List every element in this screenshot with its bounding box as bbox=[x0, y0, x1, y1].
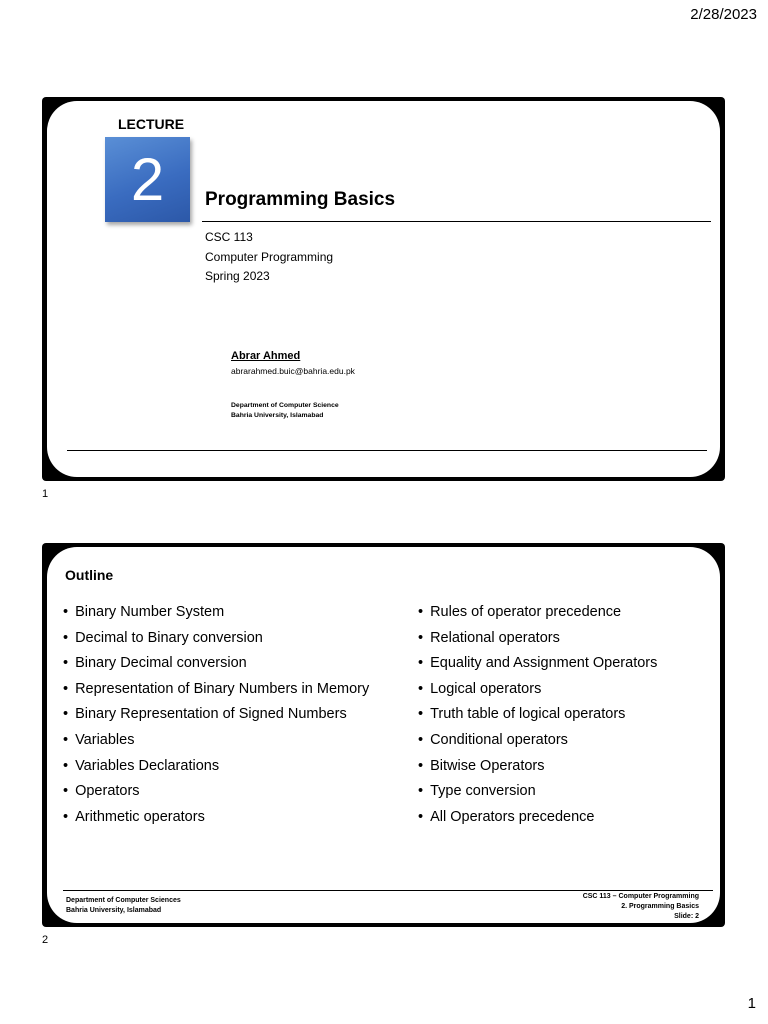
department-name: Department of Computer Science bbox=[231, 402, 339, 409]
lecture-number-badge: 2 bbox=[105, 137, 190, 222]
list-item: • Logical operators bbox=[418, 677, 657, 703]
print-date: 2/28/2023 bbox=[690, 6, 757, 23]
slide-1 bbox=[42, 97, 725, 481]
slide-title: Outline bbox=[65, 567, 114, 583]
list-item: • Representation of Binary Numbers in Memory bbox=[63, 677, 369, 703]
list-item: • Binary Representation of Signed Numbers bbox=[63, 702, 369, 728]
list-item: • Equality and Assignment Operators bbox=[418, 651, 657, 677]
list-item: • Arithmetic operators bbox=[63, 805, 369, 831]
list-item: • Rules of operator precedence bbox=[418, 600, 657, 626]
slide-number-label: 2 bbox=[42, 934, 49, 946]
footer-course-info bbox=[583, 892, 699, 922]
title-divider bbox=[202, 221, 711, 222]
list-item: • Type conversion bbox=[418, 779, 657, 805]
list-item: • Variables bbox=[63, 728, 369, 754]
list-item: • Conditional operators bbox=[418, 728, 657, 754]
slide-title: Programming Basics bbox=[205, 189, 396, 210]
slide-2-content bbox=[47, 547, 720, 923]
course-name: Computer Programming bbox=[205, 249, 334, 264]
footer-department bbox=[66, 896, 181, 916]
university-name: Bahria University, Islamabad bbox=[231, 412, 324, 419]
course-code: CSC 113 bbox=[205, 230, 253, 244]
outline-list-right bbox=[418, 600, 657, 830]
department-info bbox=[231, 401, 339, 421]
list-item: • Relational operators bbox=[418, 626, 657, 652]
footer-slide-number: Slide: 2 bbox=[674, 913, 699, 920]
author-email: abrarahmed.buic@bahria.edu.pk bbox=[231, 366, 355, 376]
footer-university-name: Bahria University, Islamabad bbox=[66, 907, 162, 914]
footer-department-name: Department of Computer Sciences bbox=[66, 897, 181, 904]
outline-list-left bbox=[63, 600, 369, 830]
list-item: • Truth table of logical operators bbox=[418, 702, 657, 728]
list-item: • Decimal to Binary conversion bbox=[63, 626, 369, 652]
slide-2 bbox=[42, 543, 725, 927]
list-item: • Bitwise Operators bbox=[418, 754, 657, 780]
footer-lecture-name: 2. Programming Basics bbox=[621, 903, 699, 910]
footer-course-name: CSC 113 – Computer Programming bbox=[582, 893, 699, 900]
list-item: • Variables Declarations bbox=[63, 754, 369, 780]
page-number: 1 bbox=[747, 995, 756, 1012]
author-name: Abrar Ahmed bbox=[231, 350, 301, 362]
course-term: Spring 2023 bbox=[205, 269, 270, 283]
lecture-label: LECTURE bbox=[118, 116, 185, 132]
footer-divider bbox=[63, 890, 713, 891]
list-item: • Operators bbox=[63, 779, 369, 805]
slide-1-content bbox=[47, 101, 720, 477]
course-info bbox=[205, 228, 333, 287]
list-item: • Binary Decimal conversion bbox=[63, 651, 369, 677]
list-item: • All Operators precedence bbox=[418, 805, 657, 831]
slide-number-label: 1 bbox=[42, 488, 49, 500]
bottom-divider bbox=[67, 450, 707, 451]
list-item: • Binary Number System bbox=[63, 600, 369, 626]
